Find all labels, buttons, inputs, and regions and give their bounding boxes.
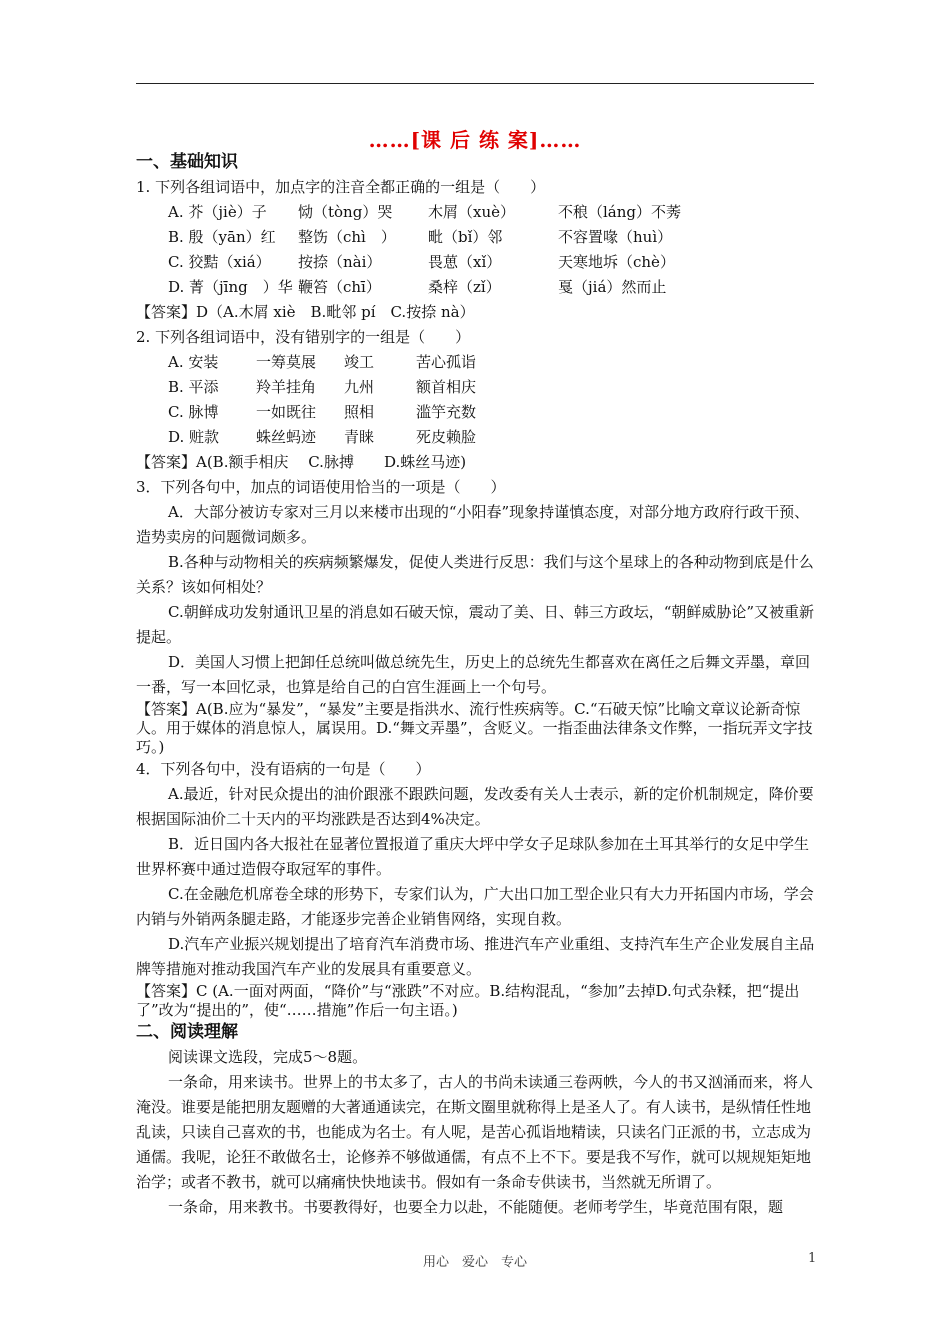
question-3-option-d: D．美国人习惯上把卸任总统叫做总统先生，历史上的总统先生都喜欢在离任之后舞文弄墨，章回一番，写一本回忆录，也算是给自己的白宫生涯画上一个句号。	[136, 653, 811, 696]
page-number: 1	[808, 1251, 817, 1266]
question-3-answer: 【答案】A(B.应为“暴发”，“暴发”主要是指洪水、流行性疾病等。C.“石破天惊”比喻文章议论新奇惊人。用于媒体的消息惊人，属误用。D.“舞文弄墨”，含贬义。一指歪曲法律条文作弊，一指玩弄文字技巧。)	[136, 700, 813, 756]
reading-paragraph-2: 一条命，用来教书。书要教得好，也要全力以赴，不能随便。老师考学生，毕竟范围有限，题	[168, 1198, 784, 1216]
question-2-option-a: A. 安装 一筹莫展 竣工 苦心孤诣	[168, 353, 477, 371]
document-body	[136, 150, 816, 1220]
reading-intro: 阅读课文选段，完成5～8题。	[168, 1048, 368, 1066]
question-1-option-d: D. 菁（jīng ）华 鞭笞（chī） 桑梓（zǐ） 戛（jiá）然而止	[168, 278, 667, 296]
question-2-stem: 2. 下列各组词语中，没有错别字的一组是（ ）	[136, 328, 471, 346]
question-2-option-b: B. 平添 羚羊挂角 九州 额首相庆	[168, 378, 477, 396]
header-rule	[136, 83, 814, 84]
question-1-stem: 1. 下列各组词语中，加点字的注音全都正确的一组是（ ）	[136, 178, 546, 196]
section-heading-reading: 二、阅读理解	[136, 1022, 238, 1042]
question-1-option-a: A. 芥（jiè）子 恸（tòng）哭 木屑（xuè） 不稂（láng）不莠	[168, 203, 682, 221]
question-3-option-b: B.各种与动物相关的疾病频繁爆发，促使人类进行反思：我们与这个星球上的各种动物到底是什么关系？该如何相处？	[136, 553, 814, 596]
question-3-stem: 3．下列各句中，加点的词语使用恰当的一项是（ ）	[136, 478, 506, 496]
question-4-option-a: A.最近，针对民众提出的油价跟涨不跟跌问题，发改委有关人士表示，新的定价机制规定，降价要根据国际油价二十天内的平均涨跌是否达到4%决定。	[136, 785, 814, 828]
question-4-option-c: C.在金融危机席卷全球的形势下，专家们认为，广大出口加工型企业只有大力开拓国内市场，学会内销与外销两条腿走路，才能逐步完善企业销售网络，实现自救。	[136, 885, 814, 928]
question-2-answer: 【答案】A(B.额手相庆 C.脉搏 D.蛛丝马迹)	[136, 453, 467, 471]
page-footer: 用心 爱心 专心	[422, 1255, 527, 1270]
question-4-stem: 4．下列各句中，没有语病的一句是（ ）	[136, 760, 431, 778]
question-4-option-b: B．近日国内各大报社在显著位置报道了重庆大坪中学女子足球队参加在土耳其举行的女足中学生世界杯赛中通过造假夺取冠军的事件。	[136, 835, 810, 878]
question-4-answer: 【答案】C (A.一面对两面，“降价”与“涨跌”不对应。B.结构混乱，“参加”去掉D.句式杂糅，把“提出了”改为“提出的”，使“……措施”作后一句主语。)	[136, 982, 800, 1019]
question-3-option-a: A．大部分被访专家对三月以来楼市出现的“小阳春”现象持谨慎态度，对部分地方政府行政干预、造势卖房的问题微词颇多。	[136, 503, 810, 546]
section-heading-basics: 一、基础知识	[136, 152, 238, 172]
question-1-answer: 【答案】D（A.木屑 xiè B.毗邻 pí C.按捺 nà）	[136, 303, 475, 321]
question-2-option-d: D. 赃款 蛛丝蚂迹 青睐 死皮赖脸	[168, 428, 477, 446]
question-3-option-c: C.朝鲜成功发射通讯卫星的消息如石破天惊，震动了美、日、韩三方政坛，“朝鲜威胁论”又被重新提起。	[136, 603, 815, 646]
question-4-option-d: D.汽车产业振兴规划提出了培育汽车消费市场、推进汽车产业重组、支持汽车生产企业发展自主品牌等措施对推动我国汽车产业的发展具有重要意义。	[136, 935, 815, 978]
question-2-option-c: C. 脉博 一如既往 照相 滥竽充数	[168, 403, 477, 421]
question-1-option-c: C. 狡黠（xiá） 按捺（nài） 畏葸（xǐ） 天寒地坼（chè）	[168, 253, 675, 271]
page-title: ……[课 后 练 案]……	[368, 128, 582, 152]
question-1-option-b: B. 殷（yān）红 整饬（chì ） 毗（bǐ）邻 不容置喙（huì）	[168, 228, 673, 246]
reading-paragraph-1: 一条命，用来读书。世界上的书太多了，古人的书尚未读通三卷两帙，今人的书又汹涌而来，将人淹没。谁要是能把朋友题赠的大著通通读完，在斯文圈里就称得上是圣人了。有人读书，是纵情任性地乱读，只读自己喜欢的书，也能成为名士。有人呢，是苦心孤诣地精读，只读名门正派的书，立志成为通儒。我呢，论狂不敢做名士，论修养不够做通儒，有点不上不下。要是我不写作，就可以规规矩矩地治学；或者不教书，就可以痛痛快快地读书。假如有一条命专供读书，当然就无所谓了。	[136, 1073, 814, 1191]
